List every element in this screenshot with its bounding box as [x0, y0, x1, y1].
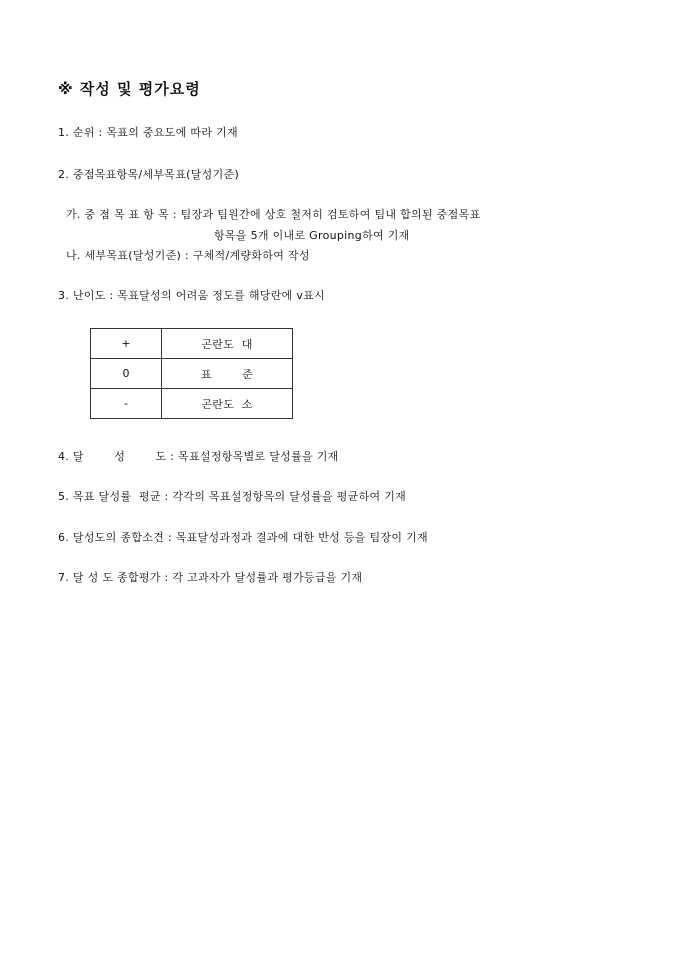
- guideline-item-7: 7. 달 성 도 종합평가 : 각 고과자가 달성률과 평가등급을 기재: [58, 571, 363, 584]
- guideline-item-2b: 나. 세부목표(달성기준) : 구체적/계량화하여 작성: [66, 249, 310, 262]
- difficulty-level: 곤란도 소: [162, 389, 293, 419]
- guideline-item-2: 2. 중점목표항목/세부목표(달성기준): [58, 168, 240, 181]
- table-row: [91, 359, 293, 389]
- difficulty-symbol: 0: [91, 359, 162, 389]
- difficulty-symbol: -: [91, 389, 162, 419]
- table-row: [91, 329, 293, 359]
- guideline-item-2a: 가. 중 점 목 표 항 목 : 팀장과 팀원간에 상호 철저히 검토하여 팀내 합의된 중점목표: [66, 208, 481, 221]
- difficulty-symbol: +: [91, 329, 162, 359]
- difficulty-level: 곤란도 대: [162, 329, 293, 359]
- difficulty-table: [90, 328, 293, 419]
- guideline-item-6: 6. 달성도의 종합소견 : 목표달성과정과 결과에 대한 반성 등을 팀장이 기재: [58, 531, 428, 544]
- guideline-item-3: 3. 난이도 : 목표달성의 어려움 정도를 해당란에 v표시: [58, 289, 326, 302]
- table-row: [91, 389, 293, 419]
- guideline-item-2a-continued: 항목을 5개 이내로 Grouping하여 기재: [214, 229, 410, 242]
- guideline-item-5: 5. 목표 달성률 평균 : 각각의 목표설정항목의 달성률을 평균하여 기재: [58, 490, 407, 503]
- guideline-item-1: 1. 순위 : 목표의 중요도에 따라 기재: [58, 126, 238, 139]
- difficulty-level: 표 준: [162, 359, 293, 389]
- page-title: ※ 작성 및 평가요령: [58, 80, 201, 98]
- guideline-item-4: 4. 달 성 도 : 목표설정항목별로 달성률을 기재: [58, 450, 339, 463]
